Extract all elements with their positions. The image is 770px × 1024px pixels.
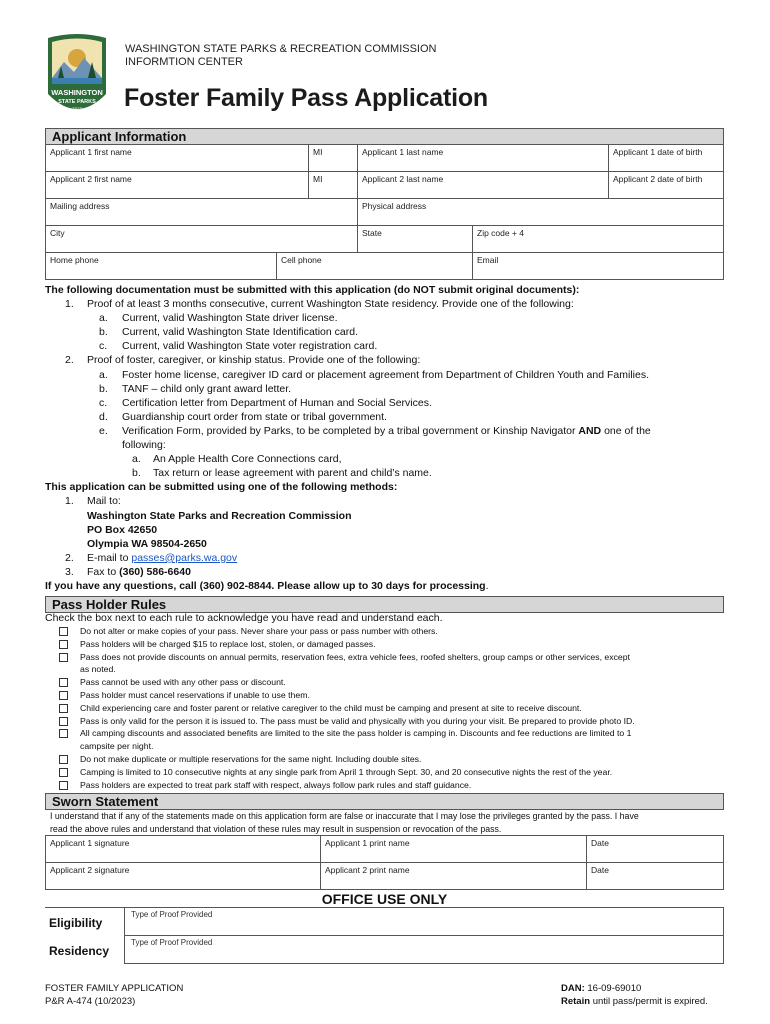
home-phone-field[interactable]: Home phone [46, 253, 277, 279]
method-fax-prefix: Fax to [87, 565, 117, 578]
office-use-only-title: OFFICE USE ONLY [321, 891, 448, 907]
rule-text: Pass cannot be used with any other pass or discount. [80, 677, 286, 688]
rule-item [45, 625, 724, 638]
dan-value: 16-09-69010 [587, 983, 642, 994]
doc-item-2e-i-text: An Apple Health Core Connections card, [153, 453, 342, 466]
rule-checkbox[interactable] [59, 704, 68, 713]
applicant-1-date-field[interactable]: Date [591, 838, 609, 848]
footer-form-number: P&R A-474 (10/2023) [45, 995, 136, 1007]
questions-text: If you have any questions, call (360) 902-8844. Please allow up to 30 days for processing [45, 579, 486, 592]
applicant-information-grid [45, 145, 724, 280]
fax-number: (360) 586-6640 [119, 565, 191, 578]
rule-text: Camping is limited to 10 consecutive nights at any single park from April 1 through Sept. 30, and 20 consecutive nights the rest of the year. [80, 766, 613, 777]
applicant-2-first-name-field[interactable]: Applicant 2 first name [46, 172, 309, 198]
applicant-1-dob-field[interactable]: Applicant 1 date of birth [613, 147, 703, 157]
mail-address-line-1: Washington State Parks and Recreation Commission [87, 509, 352, 522]
method-email-prefix: E-mail to [87, 551, 129, 564]
doc-item-2e-ii-letter: b. [132, 467, 141, 480]
eligibility-proof-field[interactable]: Type of Proof Provided [124, 908, 724, 936]
method-email [45, 551, 724, 565]
method-2-number: 2. [65, 551, 74, 564]
questions-period: . [485, 579, 489, 592]
eligibility-row [45, 908, 724, 936]
doc-item-2e [45, 424, 724, 438]
rule-text: Pass is only valid for the person it is issued to. The pass must be valid and physically with you during your visit. Be prepared to provide photo ID. [80, 715, 635, 726]
doc-item-2e-text-a: Verification Form, provided by Parks, to be completed by a tribal government or Kinship Navigator [122, 424, 576, 437]
washington-state-parks-logo [46, 32, 108, 120]
rule-checkbox[interactable] [59, 717, 68, 726]
applicant-1-signature-field[interactable]: Applicant 1 signature [46, 836, 321, 862]
applicant-1-last-name-field[interactable]: Applicant 1 last name [358, 145, 609, 171]
doc-item-2a-letter: a. [99, 368, 108, 381]
doc-item-2e-ii [45, 466, 724, 480]
applicant-2-print-name-field[interactable]: Applicant 2 print name [321, 863, 587, 889]
rule-text: Do not make duplicate or multiple reservations for the same night. Including double sites. [80, 753, 422, 764]
office-use-box [45, 907, 724, 963]
rules-intro: Check the box next to each rule to acknowledge you have read and understand each. [45, 612, 443, 624]
doc-item-1 [45, 297, 724, 311]
rule-item [45, 638, 724, 651]
doc-item-2e-text-b: one of the [604, 424, 651, 437]
residency-proof-field[interactable]: Type of Proof Provided [124, 936, 724, 964]
footer-retention-info [561, 983, 708, 1008]
doc-item-2c-text: Certification letter from Department of Human and Social Services. [122, 396, 432, 409]
physical-address-field[interactable]: Physical address [362, 201, 427, 211]
documentation-requirements [45, 283, 724, 593]
doc-item-1-text: Proof of at least 3 months consecutive, current Washington State residency. Provide one of the following: [87, 298, 574, 311]
applicant-1-mi-field[interactable]: MI [309, 145, 358, 171]
rule-text: campsite per night. [80, 741, 154, 752]
pass-holder-rules-header: Pass Holder Rules [45, 596, 724, 613]
rule-item [45, 715, 724, 728]
doc-item-1a-text: Current, valid Washington State driver license. [122, 312, 338, 325]
doc-item-2d-letter: d. [99, 410, 108, 423]
doc-item-1b [45, 325, 724, 339]
passes-email-link[interactable]: passes@parks.wa.gov [131, 551, 238, 564]
rule-text: as noted. [80, 664, 116, 675]
doc-item-1c-text: Current, valid Washington State voter registration card. [122, 340, 378, 353]
mailing-address-field[interactable]: Mailing address [46, 199, 358, 225]
eligibility-label: Eligibility [49, 916, 103, 930]
rules-list [45, 625, 724, 791]
rule-checkbox[interactable] [59, 755, 68, 764]
cell-phone-field[interactable]: Cell phone [277, 253, 473, 279]
rule-text: All camping discounts and associated benefits are limited to the site the pass holder is camping in. Discounts and fee reductions are limited to 1 [80, 728, 632, 739]
signature-grid [45, 835, 724, 890]
logo-text-2: STATE PARKS [58, 99, 96, 105]
dan-label: DAN: [561, 983, 585, 994]
footer-form-name: FOSTER FAMILY APPLICATION [45, 983, 184, 994]
email-field[interactable]: Email [477, 255, 499, 265]
rule-text: Do not alter or make copies of your pass. Never share your pass or pass number with others. [80, 626, 438, 636]
zip-code-field[interactable]: Zip code + 4 [477, 228, 525, 238]
state-field[interactable]: State [358, 226, 473, 252]
rule-checkbox[interactable] [59, 729, 68, 738]
documentation-heading: The following documentation must be submitted with this application (do NOT submit original documents): [45, 284, 580, 296]
doc-item-1-number: 1. [65, 298, 74, 311]
city-field[interactable]: City [46, 226, 358, 252]
rule-item [45, 753, 724, 766]
sworn-statement-text [50, 810, 724, 835]
logo-text-3: 1913 [71, 106, 83, 111]
pass-holder-rules [45, 612, 724, 791]
method-1-number: 1. [65, 495, 74, 508]
rule-item [45, 766, 724, 779]
residency-label: Residency [49, 944, 110, 958]
rule-item [45, 779, 724, 792]
rule-checkbox[interactable] [59, 691, 68, 700]
applicant-2-dob-field[interactable]: Applicant 2 date of birth [613, 174, 703, 184]
rule-checkbox[interactable] [59, 627, 68, 636]
rule-item [45, 676, 724, 689]
rule-text: Pass holders will be charged $15 to replace lost, stolen, or damaged passes. [80, 638, 376, 649]
rule-item [45, 689, 724, 702]
method-3-number: 3. [65, 565, 74, 578]
method-mail-text: Mail to: [87, 495, 121, 508]
applicant-information-header: Applicant Information [45, 128, 724, 145]
doc-item-2b [45, 382, 724, 396]
doc-item-2a-text: Foster home license, caregiver ID card or placement agreement from Department of Children Youth and Families. [122, 368, 649, 381]
rule-text: Child experiencing care and foster parent or relative caregiver to the child must be camping and present at site to receive discount. [80, 702, 582, 713]
mail-address-line-2: PO Box 42650 [87, 523, 158, 536]
doc-item-2 [45, 353, 724, 367]
rule-text: Pass holders are expected to treat park staff with respect, always follow park rules and staff guidance. [80, 779, 472, 790]
retain-label: Retain [561, 995, 591, 1007]
footer-form-info [45, 983, 183, 1008]
doc-item-1b-text: Current, valid Washington State Identification card. [122, 326, 358, 339]
doc-item-2a [45, 368, 724, 382]
applicant-2-date-field[interactable]: Date [591, 865, 609, 875]
doc-item-1a-letter: a. [99, 312, 108, 325]
doc-item-1a [45, 311, 724, 325]
doc-item-2b-text: TANF – child only grant award letter. [122, 382, 292, 395]
agency-line-2: INFORMTION CENTER [125, 56, 243, 68]
rule-checkbox[interactable] [59, 653, 68, 662]
applicant-2-mi-field[interactable]: MI [309, 172, 358, 198]
rule-checkbox[interactable] [59, 781, 68, 790]
mail-address-line-3: Olympia WA 98504-2650 [87, 537, 207, 550]
page-title: Foster Family Pass Application [124, 84, 489, 112]
doc-item-2-number: 2. [65, 354, 74, 367]
applicant-2-signature-field[interactable]: Applicant 2 signature [46, 863, 321, 889]
sworn-line-1: I understand that if any of the statements made on this application form are false or inaccurate that I may lose the privileges granted by the pass. I have [50, 811, 639, 821]
doc-item-1c-letter: c. [99, 340, 108, 353]
retain-value: until pass/permit is expired. [592, 995, 708, 1007]
doc-item-2-text: Proof of foster, caregiver, or kinship status. Provide one of the following: [87, 354, 421, 367]
doc-item-2c [45, 396, 724, 410]
doc-item-2e-ii-text: Tax return or lease agreement with parent and child’s name. [153, 467, 432, 480]
rule-checkbox[interactable] [59, 640, 68, 649]
rule-text: Pass does not provide discounts on annual permits, reservation fees, extra vehicle fees, roofed shelters, group camps or other services, except [80, 651, 631, 662]
doc-item-1b-letter: b. [99, 326, 108, 339]
logo-text-1: WASHINGTON [51, 88, 103, 97]
questions-line [45, 579, 724, 593]
doc-item-2e-and: AND [578, 424, 602, 437]
agency-name [125, 43, 437, 69]
sworn-line-2: read the above rules and understand that violation of these rules may result in suspension or revocation of the pass. [50, 823, 502, 834]
rule-checkbox[interactable] [59, 678, 68, 687]
doc-item-2e-i [45, 452, 724, 466]
doc-item-2e-i-letter: a. [132, 453, 141, 466]
methods-heading: This application can be submitted using one of the following methods: [45, 481, 398, 494]
residency-row [45, 936, 724, 964]
doc-item-2e-letter: e. [99, 424, 108, 437]
agency-line-1: WASHINGTON STATE PARKS & RECREATION COMMISSION [125, 43, 437, 55]
method-fax [45, 565, 724, 579]
rule-item [45, 651, 724, 677]
rule-item [45, 727, 724, 753]
rule-item [45, 702, 724, 715]
applicant-1-print-name-field[interactable]: Applicant 1 print name [321, 836, 587, 862]
rule-checkbox[interactable] [59, 768, 68, 777]
doc-item-2d-text: Guardianship court order from state or tribal government. [122, 410, 387, 423]
doc-item-2b-letter: b. [99, 382, 108, 395]
method-mail [45, 494, 724, 508]
applicant-2-last-name-field[interactable]: Applicant 2 last name [358, 172, 609, 198]
doc-item-2d [45, 410, 724, 424]
doc-item-2c-letter: c. [99, 396, 108, 409]
rule-text: Pass holder must cancel reservations if unable to use them. [80, 689, 310, 700]
doc-item-1c [45, 339, 724, 353]
doc-item-2e-following: following: [122, 439, 166, 452]
sworn-statement-header: Sworn Statement [45, 793, 724, 810]
applicant-1-first-name-field[interactable]: Applicant 1 first name [46, 145, 309, 171]
